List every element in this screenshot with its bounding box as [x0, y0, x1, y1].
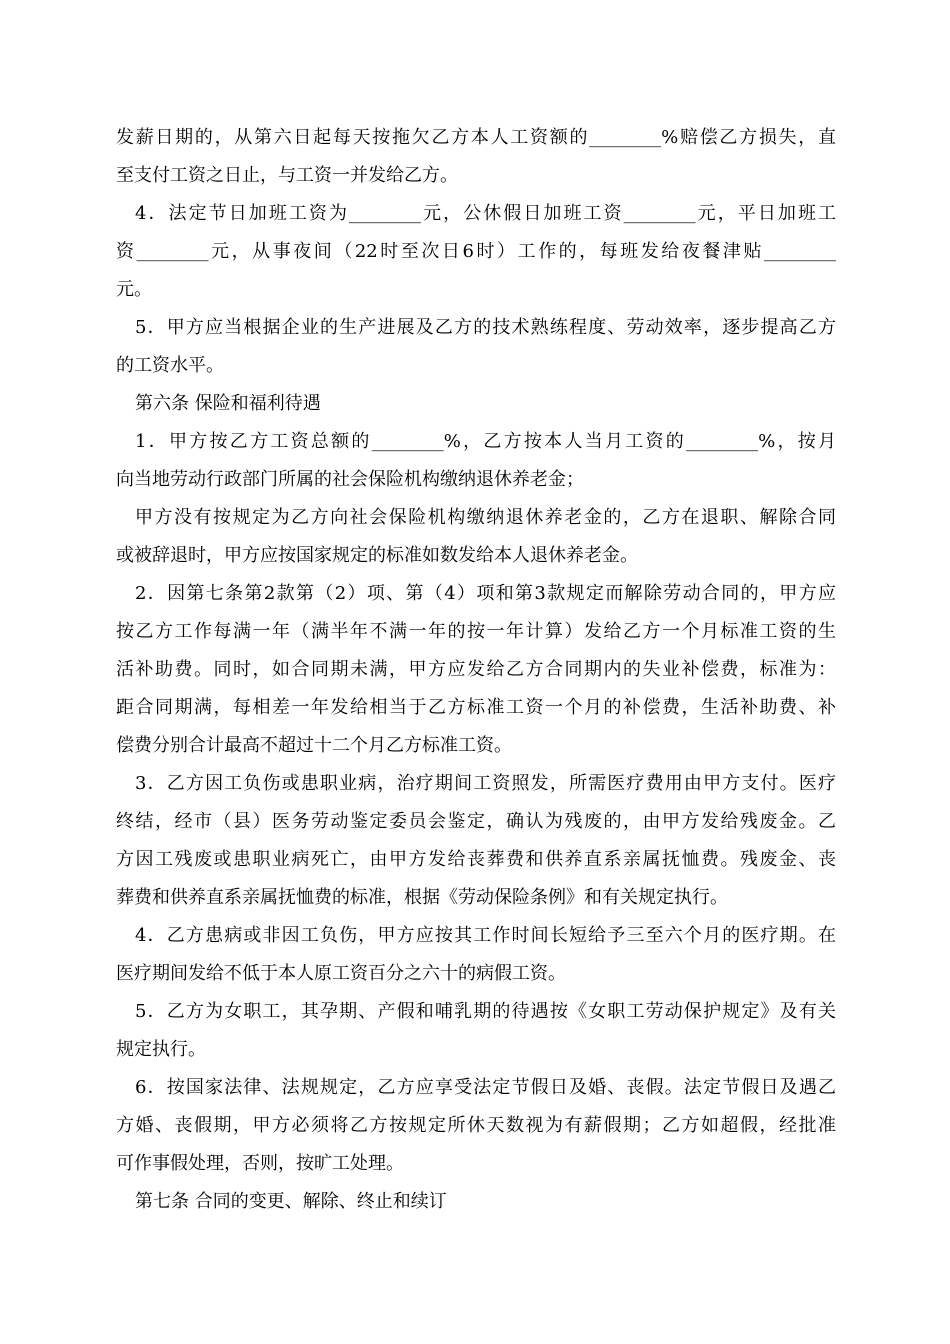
text-line: 至支付工资之日止，与工资一并发给乙方。 [116, 165, 458, 186]
text-line: 向当地劳动行政部门所属的社会保险机构缴纳退休养老金； [116, 469, 584, 490]
text-line: 的工资水平。 [116, 355, 224, 376]
text-line: 活补助费。同时，如合同期未满，甲方应发给乙方合同期内的失业补偿费，标准为： [116, 659, 836, 680]
text-line: 发薪日期的，从第六日起每天按拖欠乙方本人工资额的________%赔偿乙方损失，直 [116, 127, 836, 148]
text-line: 元。 [116, 279, 152, 300]
text-line: 5．甲方应当根据企业的生产进展及乙方的技术熟练程度、劳动效率，逐步提高乙方 [135, 317, 836, 338]
text-line: 方因工残废或患职业病死亡，由甲方发给丧葬费和供养直系亲属抚恤费。残废金、丧 [116, 849, 836, 870]
text-line: 5．乙方为女职工，其孕期、产假和哺乳期的待遇按《女职工劳动保护规定》及有关 [135, 1001, 836, 1022]
text-line: 1．甲方按乙方工资总额的________%，乙方按本人当月工资的________%，按月 [135, 431, 836, 452]
text-line: 2．因第七条第2款第（2）项、第（4）项和第3款规定而解除劳动合同的，甲方应 [135, 583, 836, 604]
text-line: 可作事假处理，否则，按旷工处理。 [116, 1153, 404, 1174]
text-line: 按乙方工作每满一年（满半年不满一年的按一年计算）发给乙方一个月标准工资的生 [116, 621, 836, 642]
text-line: 4．法定节日加班工资为________元，公休假日加班工资________元，平日加班工 [135, 203, 836, 224]
text-line: 葬费和供养直系亲属抚恤费的标准，根据《劳动保险条例》和有关规定执行。 [116, 887, 728, 908]
section-heading: 第六条 保险和福利待遇 [135, 393, 321, 414]
text-line: 偿费分别合计最高不超过十二个月乙方标准工资。 [116, 735, 512, 756]
text-line: 资________元，从事夜间（22时至次日6时）工作的，每班发给夜餐津贴________ [116, 241, 836, 262]
text-line: 距合同期满，每相差一年发给相当于乙方标准工资一个月的补偿费，生活补助费、补 [116, 697, 836, 718]
text-line: 4．乙方患病或非因工负伤，甲方应按其工作时间长短给予三至六个月的医疗期。在 [135, 925, 836, 946]
text-line: 甲方没有按规定为乙方向社会保险机构缴纳退休养老金的，乙方在退职、解除合同 [135, 507, 836, 528]
text-line: 规定执行。 [116, 1039, 206, 1060]
text-line: 方婚、丧假期，甲方必须将乙方按规定所休天数视为有薪假期；乙方如超假，经批准 [116, 1115, 836, 1136]
text-line: 或被辞退时，甲方应按国家规定的标准如数发给本人退休养老金。 [116, 545, 638, 566]
text-line: 3．乙方因工负伤或患职业病，治疗期间工资照发，所需医疗费用由甲方支付。医疗 [135, 773, 836, 794]
text-line: 终结，经市（县）医务劳动鉴定委员会鉴定，确认为残废的，由甲方发给残废金。乙 [116, 811, 836, 832]
text-line: 6．按国家法律、法规规定，乙方应享受法定节假日及婚、丧假。法定节假日及遇乙 [135, 1077, 836, 1098]
section-heading: 第七条 合同的变更、解除、终止和续订 [135, 1191, 447, 1212]
text-line: 医疗期间发给不低于本人原工资百分之六十的病假工资。 [116, 963, 566, 984]
